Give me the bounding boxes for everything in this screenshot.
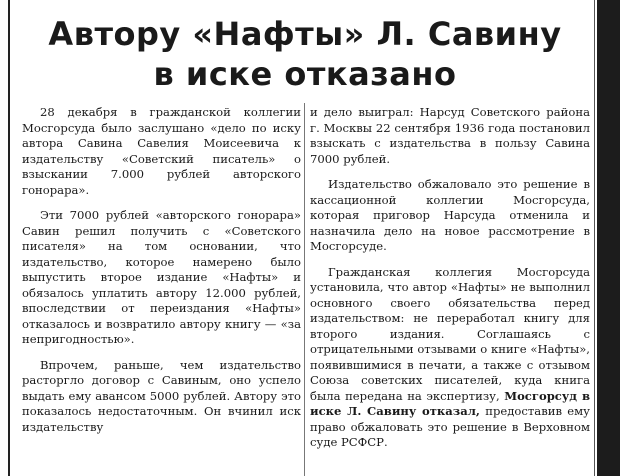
paragraph-5: Издательство обжаловало это решение в кассационной коллегии Мосгорсуда, которая приговор Нарсуда отменила и назначила дело на новое рассмотрение в Мосгорсуде. [310,177,590,253]
article-column-left [22,105,301,445]
column-divider [304,103,305,476]
paragraph-4: и дело выиграл: Нарсуд Советского района г. Москвы 22 сентября 1936 года постановил взыскать с издательства в пользу Савина 7000 рублей. [310,105,590,166]
paragraph-3: Впрочем, раньше, чем издательство расторгло договор с Савиным, оно успело выдать ему авансом 5000 рублей. Автору это показалось недостаточным. Он вчинил иск издательству [22,357,301,434]
paragraph-2: Эти 7000 рублей «авторского гонорара» Савин решил получить с «Советского писателя» на том основании, что издательство, которое намерено было выпустить второе издание «Нафты» и обязалось уплатить автору 12.000 рублей, впоследствии от переиздания «Нафты» отказалось и возвратило автору книгу — «за непригодностью». [22,208,301,346]
paragraph-6-start: Гражданская коллегия Мосгорсуда установила, что автор «Нафты» не выполнил основного своего обязательства перед издательством: не переработал книгу для второго издания. Соглашаясь с отрицательными отзывами о книге «Нафты», появившимися в печати, а также с отзывом Союза советских писателей, куда книга была передана на экспертизу, [310,264,590,403]
headline-line-2: в иске отказано [153,55,457,93]
page-border-right-line [594,0,595,476]
paragraph-1: 28 декабря в гражданской коллегии Мосгорсуда было заслушано «дело по иску автора Савина Савелия Моисеевича к издательству «Советский писатель» о взыскании 7.000 рублей авторского гонорара». [22,105,301,197]
headline-line-1: Автору «Нафты» Л. Савину [48,15,562,53]
article-headline [20,14,590,94]
page-border-left [8,0,10,476]
paragraph-6 [310,265,590,451]
article-column-right [310,105,590,461]
page-edge-dark [597,0,620,476]
paragraph-6-end: предоставив ему право обжаловать это решение в Верховном суде РСФСР. [310,404,591,449]
verdict-bold-text: Мосгорсуд в иске Л. Савину отказал, [310,388,591,418]
